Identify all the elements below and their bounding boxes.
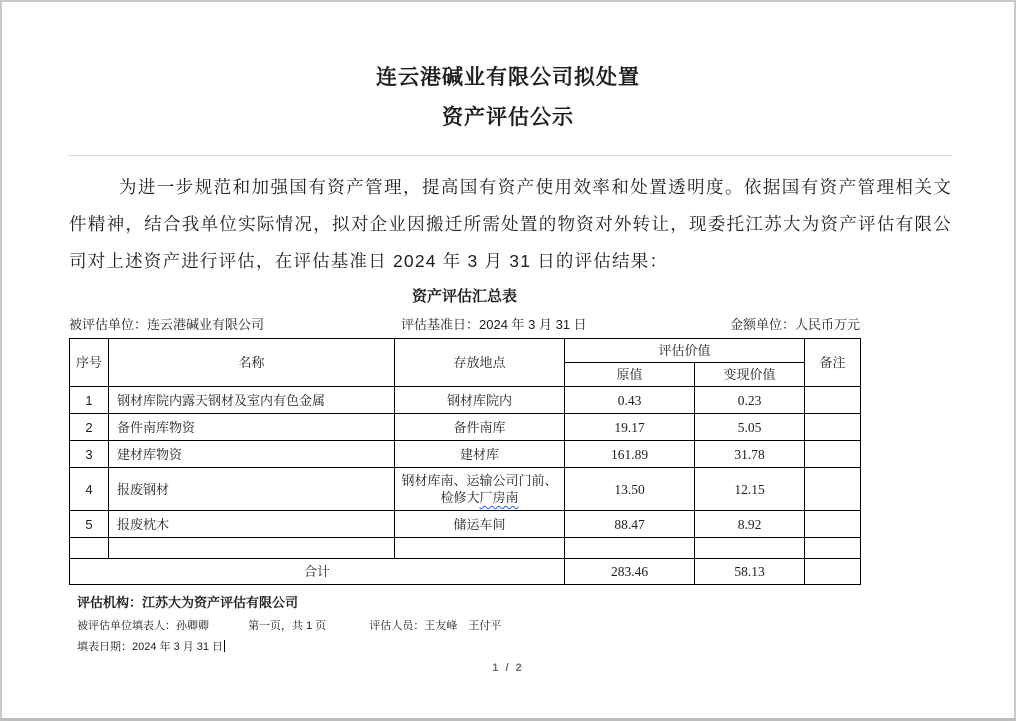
total-note[interactable]	[805, 559, 861, 585]
cell-note[interactable]	[805, 414, 861, 441]
cell-location-line2	[399, 489, 560, 506]
cell-note[interactable]	[805, 538, 861, 559]
cell-seq[interactable]: 2	[70, 414, 109, 441]
cell-realizable-value[interactable]: 5.05	[695, 414, 805, 441]
footer-date-line[interactable]	[77, 640, 1014, 654]
base-date-label[interactable]: 评估基准日：2024 年 3 月 31 日	[401, 317, 587, 332]
cell-name[interactable]: 钢材库院内露天钢材及室内有色金属	[109, 387, 395, 414]
table-row	[70, 511, 861, 538]
cell-realizable-value[interactable]	[695, 538, 805, 559]
cell-location[interactable]: 建材库	[395, 441, 565, 468]
cell-name[interactable]: 报废枕木	[109, 511, 395, 538]
cell-realizable-value[interactable]: 0.23	[695, 387, 805, 414]
table-header-row-1	[70, 339, 861, 363]
cell-location[interactable]	[395, 468, 565, 511]
cell-seq[interactable]: 4	[70, 468, 109, 511]
header-realizable-value[interactable]: 变现价值	[695, 363, 805, 387]
cell-name[interactable]	[109, 538, 395, 559]
table-total-row	[70, 559, 861, 585]
cell-name[interactable]: 报废钢材	[109, 468, 395, 511]
header-name[interactable]: 名称	[109, 339, 395, 387]
cell-seq[interactable]: 1	[70, 387, 109, 414]
total-label-cell[interactable]: 合计	[70, 559, 565, 585]
cell-original-value[interactable]	[565, 538, 695, 559]
table-row	[70, 387, 861, 414]
cell-realizable-value[interactable]: 8.92	[695, 511, 805, 538]
cell-note[interactable]	[805, 441, 861, 468]
header-note[interactable]: 备注	[805, 339, 861, 387]
amount-unit-label[interactable]: 金额单位：人民币万元	[729, 317, 860, 332]
header-location[interactable]: 存放地点	[395, 339, 565, 387]
total-original-value[interactable]: 283.46	[565, 559, 695, 585]
cell-name[interactable]: 建材库物资	[109, 441, 395, 468]
page-info-label[interactable]: 第一页，共 1 页	[248, 620, 327, 632]
header-value-group[interactable]: 评估价值	[565, 339, 805, 363]
cell-location[interactable]	[395, 538, 565, 559]
header-original-value[interactable]: 原值	[565, 363, 695, 387]
cell-original-value[interactable]: 13.50	[565, 468, 695, 511]
footer-filler-line	[77, 619, 1014, 633]
cell-note[interactable]	[805, 511, 861, 538]
spellcheck-underlined-text: 厂房南	[479, 490, 519, 505]
document-title-block	[2, 58, 1014, 138]
title-divider-line	[69, 155, 952, 156]
cell-location[interactable]: 备件南库	[395, 414, 565, 441]
page-indicator: 1 / 2	[492, 662, 524, 674]
evaluated-unit-label[interactable]: 被评估单位：连云港碱业有限公司	[69, 317, 265, 332]
table-meta-row	[69, 317, 860, 333]
cell-original-value[interactable]: 161.89	[565, 441, 695, 468]
cell-location-line2-prefix: 检修大	[440, 490, 480, 505]
asset-summary-table	[69, 338, 861, 585]
cell-seq[interactable]	[70, 538, 109, 559]
table-title[interactable]: 资产评估汇总表	[411, 288, 517, 305]
fill-date-label: 填表日期：2024 年 3 月 31 日	[77, 641, 224, 653]
document-title-line1[interactable]: 连云港碱业有限公司拟处置	[376, 66, 640, 89]
header-seq[interactable]: 序号	[70, 339, 109, 387]
cell-note[interactable]	[805, 387, 861, 414]
form-filler-label[interactable]: 被评估单位填表人：孙卿卿	[77, 620, 209, 632]
table-row	[70, 414, 861, 441]
document-title-line2[interactable]: 资产评估公示	[442, 106, 574, 129]
document-footer	[77, 595, 1014, 654]
cell-note[interactable]	[805, 468, 861, 511]
text-cursor	[224, 640, 225, 652]
table-row-empty	[70, 538, 861, 559]
cell-location[interactable]: 储运车间	[395, 511, 565, 538]
cell-realizable-value[interactable]: 31.78	[695, 441, 805, 468]
total-realizable-value[interactable]: 58.13	[695, 559, 805, 585]
cell-seq[interactable]: 3	[70, 441, 109, 468]
appraisal-agency-label[interactable]: 评估机构：江苏大为资产评估有限公司	[77, 595, 299, 610]
cell-original-value[interactable]: 0.43	[565, 387, 695, 414]
cell-original-value[interactable]: 88.47	[565, 511, 695, 538]
cell-location-line1: 钢材库南、运输公司门前、	[401, 473, 558, 488]
cell-location[interactable]: 钢材库院内	[395, 387, 565, 414]
table-row	[70, 441, 861, 468]
table-row	[70, 468, 861, 511]
body-paragraph[interactable]: 为进一步规范和加强国有资产管理，提高国有资产使用效率和处置透明度。依据国有资产管理相关文件精神，结合我单位实际情况，拟对企业因搬迁所需处置的物资对外转让，现委托江苏大为资产评估有限公司对上述资产进行评估，在评估基准日 2024 年 3 月 31 日的评估结果：	[69, 177, 952, 271]
cell-original-value[interactable]: 19.17	[565, 414, 695, 441]
cell-seq[interactable]: 5	[70, 511, 109, 538]
cell-realizable-value[interactable]: 12.15	[695, 468, 805, 511]
cell-name[interactable]: 备件南库物资	[109, 414, 395, 441]
appraisers-label[interactable]: 评估人员：王友峰 王付平	[369, 620, 502, 632]
